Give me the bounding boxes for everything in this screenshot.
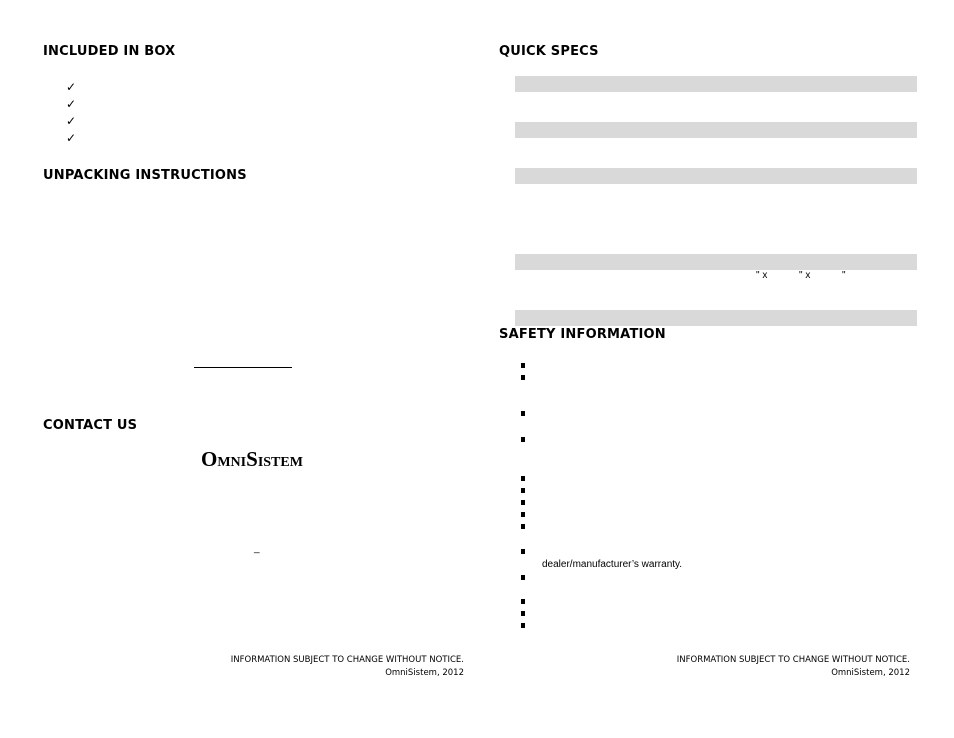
bullet-icon — [521, 575, 525, 580]
spec-row-bar — [515, 76, 917, 92]
bullet-icon — [521, 549, 525, 554]
bullet-icon — [521, 500, 525, 505]
quick-specs-heading: QUICK SPECS — [499, 44, 599, 59]
check-icon: ✓ — [66, 97, 77, 111]
bullet-icon — [521, 512, 525, 517]
dimension-fragment: " x — [799, 270, 811, 281]
spec-row-bar — [515, 168, 917, 184]
copyright-text: OmniSistem, 2012 — [385, 668, 464, 678]
spec-row-bar — [515, 310, 917, 326]
bullet-icon — [521, 524, 525, 529]
notice-text: INFORMATION SUBJECT TO CHANGE WITHOUT NOTICE. — [676, 655, 910, 665]
spec-row-bar — [515, 122, 917, 138]
left-footer — [200, 654, 464, 680]
right-footer — [646, 654, 910, 680]
bullet-icon — [521, 476, 525, 481]
check-icon: ✓ — [66, 80, 77, 94]
notice-text: INFORMATION SUBJECT TO CHANGE WITHOUT NOTICE. — [230, 655, 464, 665]
unpacking-instructions-heading: UNPACKING INSTRUCTIONS — [43, 168, 247, 183]
bullet-icon — [521, 411, 525, 416]
bullet-icon — [521, 363, 525, 368]
bullet-icon — [521, 623, 525, 628]
safety-information-heading: SAFETY INFORMATION — [499, 327, 666, 342]
underline-divider — [194, 367, 292, 368]
included-in-box-heading: INCLUDED IN BOX — [43, 44, 176, 59]
dimension-fragment: " — [842, 270, 846, 281]
bullet-icon — [521, 488, 525, 493]
contact-us-heading: CONTACT US — [43, 418, 138, 433]
bullet-icon — [521, 611, 525, 616]
copyright-text: OmniSistem, 2012 — [831, 668, 910, 678]
bullet-icon — [521, 599, 525, 604]
dimension-fragment: " x — [756, 270, 768, 281]
bullet-icon — [521, 437, 525, 442]
spec-row-bar — [515, 254, 917, 270]
dash-mark: _ — [254, 543, 260, 554]
check-icon: ✓ — [66, 114, 77, 128]
bullet-icon — [521, 375, 525, 380]
warranty-text: dealer/manufacturer’s warranty. — [542, 559, 683, 570]
omnisistem-logo: OMNISISTEM — [201, 447, 303, 471]
check-icon: ✓ — [66, 131, 77, 145]
